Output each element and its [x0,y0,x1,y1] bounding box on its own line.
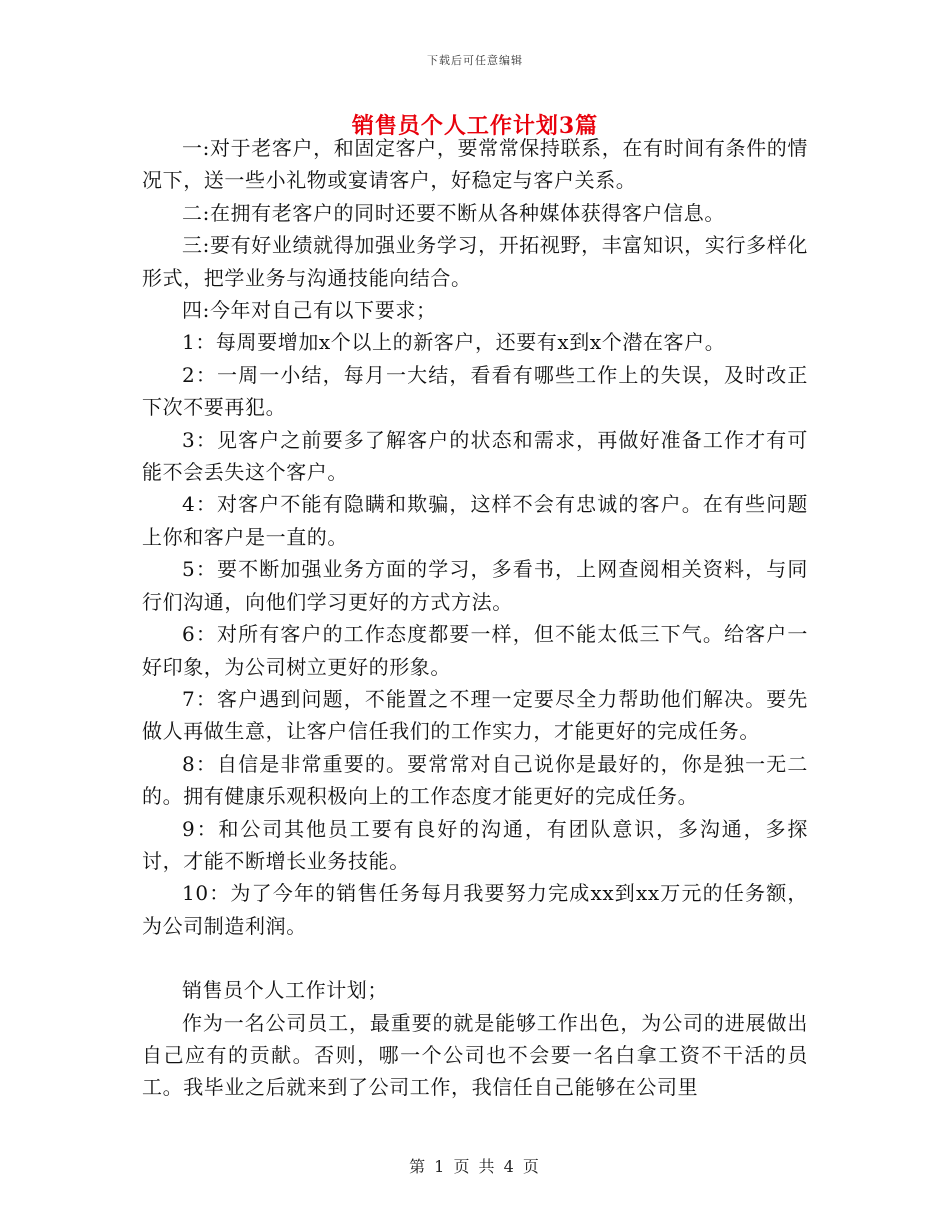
paragraph-2: 二:在拥有老客户的同时还要不断从各种媒体获得客户信息。 [182,200,725,225]
document-title: 销售员个人工作计划3篇 [351,113,599,139]
section-heading: 销售员个人工作计划； [182,978,388,1003]
paragraph-1: 一:对于老客户，和固定客户，要常常保持联系，在有时间有条件的情况下，送一些小礼物或宴请客户，好稳定与客户关系。 [142,136,808,193]
section-spacer [142,942,808,974]
list-item-6: 6：对所有客户的工作态度都要一样，但不能太低三下气。给客户一好印象，为公司树立更好的形象。 [142,622,808,679]
section-paragraph: 作为一名公司员工，最重要的就是能够工作出色，为公司的进展做出自己应有的贡献。否则，哪一个公司也不会要一名白拿工资不干活的员工。我毕业之后就来到了公司工作，我信任自己能够在公司里 [142,1010,808,1100]
page-number: 第 1 页 共 4 页 [409,1157,541,1176]
list-item-7: 7：客户遇到问题，不能置之不理一定要尽全力帮助他们解决。要先做人再做生意，让客户信任我们的工作实力，才能更好的完成任务。 [142,686,808,744]
list-item-9: 9：和公司其他员工要有良好的沟通，有团队意识，多沟通，多探讨，才能不断增长业务技能。 [142,816,808,873]
document-body [142,132,808,1104]
list-item-10: 10：为了今年的销售任务每月我要努力完成xx到xx万元的任务额，为公司制造利润。 [142,881,808,938]
list-item-5: 5：要不断加强业务方面的学习，多看书，上网查阅相关资料，与同行们沟通，向他们学习更好的方式方法。 [142,557,808,614]
list-item-8: 8：自信是非常重要的。要常常对自己说你是最好的，你是独一无二的。拥有健康乐观积极向上的工作态度才能更好的完成任务。 [142,751,808,809]
paragraph-3: 三:要有好业绩就得加强业务学习，开拓视野，丰富知识，实行多样化形式，把学业务与沟通技能向结合。 [142,233,808,290]
page-header-note: 下载后可任意编辑 [427,54,523,67]
list-item-4: 4：对客户不能有隐瞒和欺骗，这样不会有忠诚的客户。在有些问题上你和客户是一直的。 [142,492,808,549]
list-item-2: 2：一周一小结，每月一大结，看看有哪些工作上的失误，及时改正下次不要再犯。 [142,362,808,420]
list-item-3: 3：见客户之前要多了解客户的状态和需求，再做好准备工作才有可能不会丢失这个客户。 [142,427,808,485]
list-item-1: 1：每周要增加x个以上的新客户，还要有x到x个潜在客户。 [182,330,726,355]
paragraph-4: 四:今年对自己有以下要求； [182,298,437,323]
